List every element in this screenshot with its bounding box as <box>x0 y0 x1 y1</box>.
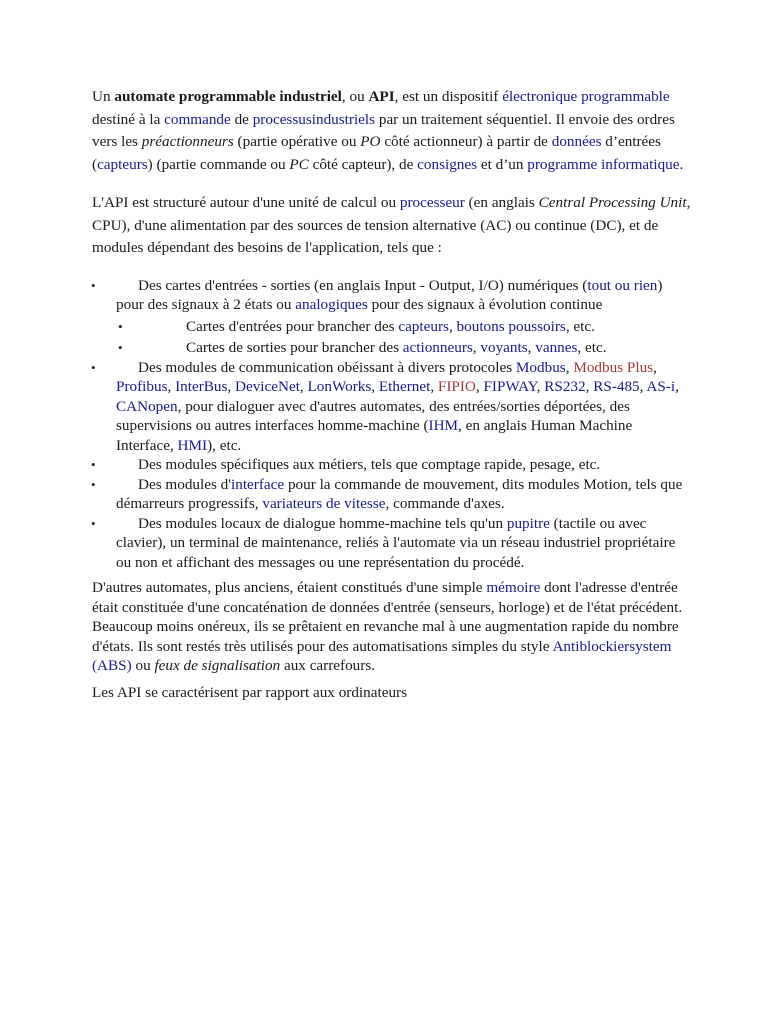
list-text: , <box>653 358 657 376</box>
list-text: , <box>565 358 574 376</box>
sub-list <box>116 317 692 358</box>
intro-text: ) (partie commande ou <box>147 155 290 173</box>
sub-item-output-cards <box>116 338 692 358</box>
list-text: , <box>472 339 481 356</box>
list-item-text <box>116 514 692 573</box>
link-processus-industriels[interactable]: processusindustriels <box>252 110 376 128</box>
list-text: , <box>299 378 308 395</box>
link-pupitre[interactable]: pupitre <box>506 514 550 532</box>
list-text: pour la commande de mouvement, dits modules Motion, tels que démarreurs progressifs, <box>116 475 683 512</box>
list-text: , en anglais Human Machine Interface, <box>116 417 633 454</box>
link-variateurs-de-vitesse[interactable]: variateurs de vitesse <box>262 495 386 512</box>
link-profibus[interactable]: Profibus <box>116 378 168 395</box>
list-item-hmi-modules <box>92 514 692 573</box>
link-hmi[interactable]: HMI <box>177 436 208 454</box>
link-rs232[interactable]: RS232 <box>544 378 586 395</box>
link-capteurs[interactable]: capteurs <box>97 155 148 173</box>
link-programmable[interactable]: programmable <box>581 88 670 105</box>
list-text: , <box>371 378 379 395</box>
other-text: ou <box>131 657 155 674</box>
list-text: , <box>536 378 545 395</box>
link-fipway[interactable]: FIPWAY <box>483 378 537 395</box>
list-text: (tactile ou avec clavier), un terminal de maintenance, reliés à l'automate via un réseau industriel propriétaire ou non et affichant des messages ou une représentation du procédé. <box>116 514 676 571</box>
intro-text: d’entrées ( <box>92 133 661 173</box>
list-item-motion-modules <box>92 475 692 514</box>
link-voyants[interactable]: voyants <box>480 339 528 356</box>
module-list <box>92 276 692 573</box>
cpu-text: L'API est structuré autour d'une unité de calcul ou <box>92 194 400 211</box>
intro-paragraph <box>92 86 692 176</box>
link-commande[interactable]: commande <box>164 110 231 128</box>
intro-text: . <box>679 155 684 173</box>
link-consignes[interactable]: consignes <box>417 155 478 173</box>
link-actionneurs[interactable]: actionneurs <box>402 339 473 356</box>
list-item-text <box>116 358 692 456</box>
bullet-icon: • <box>118 318 123 334</box>
term-po: PO <box>360 133 381 150</box>
list-item-communication <box>92 358 692 456</box>
bullet-icon: • <box>91 457 96 472</box>
link-electronique[interactable]: électronique <box>502 88 578 105</box>
sub-item-input-cards <box>116 317 692 337</box>
term-automate: automate programmable industriel <box>114 88 342 105</box>
list-text: , <box>475 378 484 395</box>
link-modbus[interactable]: Modbus <box>515 358 566 376</box>
sub-item-text <box>144 318 595 335</box>
link-abs[interactable]: Antiblockiersystem (ABS) <box>92 637 672 674</box>
intro-text: (partie opérative ou <box>233 133 361 150</box>
list-item-text <box>116 475 692 514</box>
link-analogiques[interactable]: analogiques <box>295 296 368 313</box>
link-fipio[interactable]: FIPIO <box>437 378 476 395</box>
list-item-specific-modules <box>92 455 692 475</box>
list-text: ), etc. <box>207 436 242 454</box>
list-text: Des modules spécifiques aux métiers, tels que comptage rapide, pesage, etc. <box>138 456 601 473</box>
link-interbus[interactable]: InterBus <box>175 378 228 395</box>
link-vannes[interactable]: vannes <box>535 339 578 356</box>
term-cpu: Central Processing Unit <box>538 194 687 211</box>
list-text: Des modules locaux de dialogue homme-machine tels qu'un <box>138 514 507 532</box>
older-automates-paragraph <box>92 578 692 676</box>
link-ethernet[interactable]: Ethernet <box>378 378 431 395</box>
link-processeur[interactable]: processeur <box>399 194 465 211</box>
intro-text: , ou <box>341 88 369 105</box>
list-text: pour des signaux à évolution continue <box>367 296 603 313</box>
intro-text: et d’un <box>477 155 528 173</box>
bullet-icon: • <box>91 476 96 492</box>
term-feux-signalisation: feux de signalisation <box>154 657 281 674</box>
link-ihm[interactable]: IHM <box>428 417 459 434</box>
link-boutons-poussoirs[interactable]: boutons poussoirs <box>456 317 566 335</box>
link-interface[interactable]: interface <box>231 475 285 493</box>
cpu-text: , CPU), d'une alimentation par des sources de tension alternative (AC) ou continue (DC), et de modules dépendant des besoins de l'application, tels que : <box>92 194 691 256</box>
list-text: , <box>527 339 536 356</box>
list-text: , <box>430 378 438 395</box>
bullet-icon: • <box>91 359 96 375</box>
intro-text: Un <box>92 88 115 105</box>
intro-text: destiné à la <box>92 110 165 128</box>
bullet-icon: • <box>118 340 123 355</box>
other-text: D'autres automates, plus anciens, étaient constitués d'une simple <box>92 579 487 596</box>
list-text: , pour dialoguer avec d'autres automates, des entrées/sorties déportées, des supervisions ou autres interfaces homme-machine ( <box>116 397 630 434</box>
link-memoire[interactable]: mémoire <box>486 579 541 596</box>
list-item-io-cards <box>92 276 692 358</box>
term-pc: PC <box>289 155 309 173</box>
intro-text: de <box>230 110 253 128</box>
list-item-text <box>116 276 692 315</box>
link-tout-ou-rien[interactable]: tout ou rien <box>587 276 658 294</box>
intro-text: par un traitement séquentiel. Il envoie des ordres vers les <box>92 110 675 150</box>
link-canopen[interactable]: CANopen <box>116 397 178 415</box>
list-text: , <box>675 378 679 395</box>
list-text: Des cartes d'entrées - sorties (en anglais Input - Output, I/O) numériques ( <box>138 276 588 294</box>
list-text: , <box>167 378 176 395</box>
list-text: ) pour des signaux à 2 états ou <box>116 276 663 313</box>
list-text: Cartes de sorties pour brancher des <box>186 339 403 356</box>
link-lonworks[interactable]: LonWorks <box>307 378 372 395</box>
list-text: , etc. <box>565 317 595 335</box>
link-donnees[interactable]: données <box>551 133 602 150</box>
list-text: Des modules de communication obéissant à divers protocoles <box>138 358 516 376</box>
intro-text: côté capteur), de <box>308 155 418 173</box>
list-text: Cartes d'entrées pour brancher des <box>186 317 399 335</box>
last-text: Les API se caractérisent par rapport aux ordinateurs <box>92 683 408 701</box>
link-capteurs-2[interactable]: capteurs <box>398 317 449 335</box>
list-text: , <box>227 378 235 395</box>
link-modbus-plus[interactable]: Modbus Plus <box>573 358 654 376</box>
list-text: , <box>585 378 594 395</box>
link-rs485[interactable]: RS-485 <box>593 378 640 395</box>
other-text: aux carrefours. <box>280 657 376 674</box>
list-text: , etc. <box>577 339 607 356</box>
cpu-paragraph <box>92 192 692 260</box>
link-as-i[interactable]: AS-i <box>646 378 676 395</box>
bullet-icon: • <box>91 277 96 293</box>
cpu-text: (en anglais <box>464 194 539 211</box>
list-text: , <box>639 378 647 395</box>
document-page <box>92 86 692 704</box>
intro-text: , est un dispositif <box>394 88 503 105</box>
list-text: , commande d'axes. <box>385 495 505 512</box>
list-text: Des modules d' <box>138 475 232 493</box>
intro-text: côté actionneur) à partir de <box>380 133 552 150</box>
list-item-text <box>116 455 692 475</box>
sub-item-text <box>144 339 607 356</box>
list-text: , <box>448 317 457 335</box>
bullet-icon: • <box>91 515 96 531</box>
link-devicenet[interactable]: DeviceNet <box>234 378 300 395</box>
term-preactionneurs: préactionneurs <box>141 133 234 150</box>
other-text: dont l'adresse d'entrée était constituée d'une concaténation de données d'entrée (senseurs, horloge) et de l'état précédent. Beaucoup moins onéreux, ils se prêtaient en revanche mal à une augmentation rapide du nombre d'états. Ils sont restés très utilisés pour des automatisations simples du style <box>92 579 683 655</box>
api-vs-computers-paragraph <box>92 682 692 705</box>
link-programme-informatique[interactable]: programme informatique <box>527 155 680 173</box>
term-api: API <box>368 88 395 105</box>
